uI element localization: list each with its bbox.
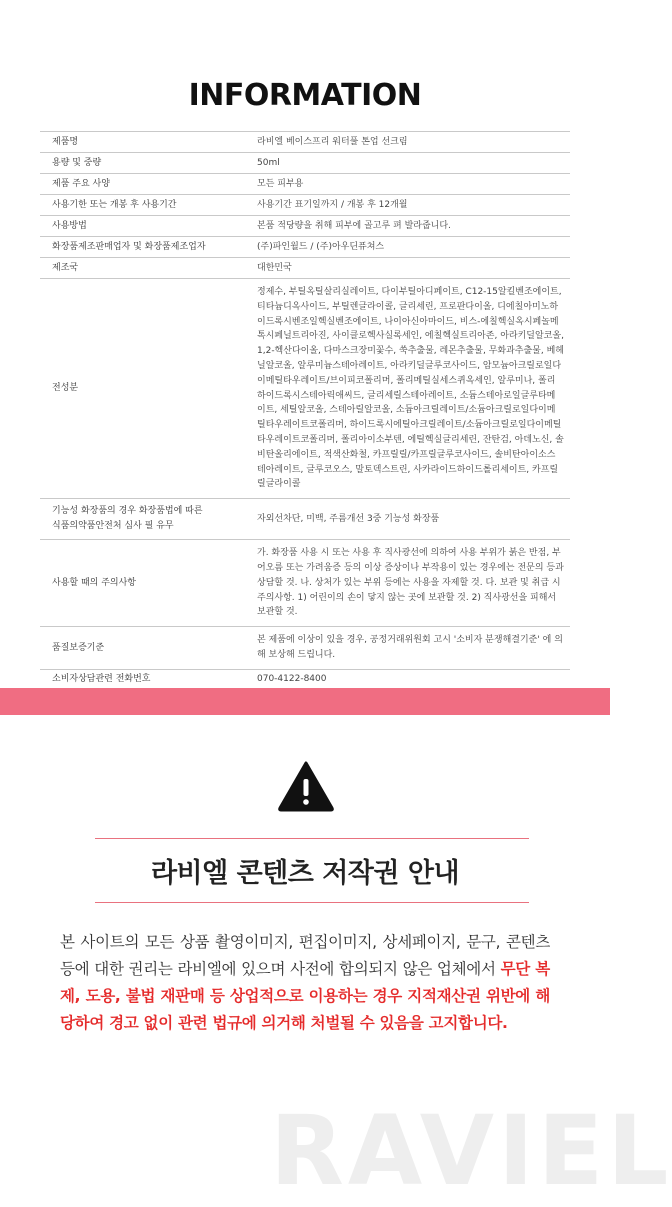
row-label-phone: 소비자상담관련 전화번호 — [40, 669, 243, 690]
table-row — [40, 153, 570, 174]
table-row — [40, 237, 570, 258]
row-label-spec: 제품 주요 사양 — [40, 174, 243, 195]
row-value-phone: 070-4122-8400 — [243, 669, 570, 690]
information-title: INFORMATION — [188, 78, 422, 113]
row-value-functional: 자외선차단, 미백, 주름개선 3중 기능성 화장품 — [243, 499, 570, 540]
row-label-manufacturer: 화장품제조판매업자 및 화장품제조업자 — [40, 237, 243, 258]
table-row — [40, 627, 570, 670]
row-value-volume: 50ml — [243, 153, 570, 174]
notice-title: 라비엘 콘텐츠 저작권 안내 — [150, 858, 460, 889]
table-row — [40, 499, 570, 540]
row-label-volume: 용량 및 중량 — [40, 153, 243, 174]
table-row — [40, 216, 570, 237]
row-value-expiry: 사용기간 표기일까지 / 개봉 후 12개월 — [243, 195, 570, 216]
row-value-spec: 모든 피부용 — [243, 174, 570, 195]
row-label-expiry: 사용기한 또는 개봉 후 사용기간 — [40, 195, 243, 216]
row-value-caution: 가. 화장품 사용 시 또는 사용 후 직사광선에 의하여 사용 부위가 붉은 반점, 부어오름 또는 가려움증 등의 이상 증상이나 부작용이 있는 경우에는 전문의 등과 상담할 것. 나. 상처가 있는 부위 등에는 사용을 자제할 것. 다. 보관 및 취급 시 주의사항. 1) 어린이의 손이 닿지 않는 곳에 보관할 것. 2) 직사광선을 피해서 보관할 것. — [243, 540, 570, 627]
row-value-usage: 본품 적당량을 취해 피부에 골고루 펴 발라줍니다. — [243, 216, 570, 237]
row-label-quality: 품질보증기준 — [40, 627, 243, 670]
brand-watermark — [0, 1095, 672, 1207]
table-row — [40, 132, 570, 153]
table-row — [40, 195, 570, 216]
row-label-product-name: 제품명 — [40, 132, 243, 153]
notice-body — [60, 929, 550, 1037]
pink-divider-band — [0, 688, 610, 715]
row-value-quality: 본 제품에 이상이 있을 경우, 공정거래위원회 고시 '소비자 분쟁해결기준' 에 의해 보상해 드립니다. — [243, 627, 570, 670]
table-row — [40, 174, 570, 195]
row-label-usage: 사용방법 — [40, 216, 243, 237]
row-label-ingredients: 전성분 — [40, 279, 243, 499]
warning-triangle-icon — [277, 760, 335, 812]
table-row — [40, 258, 570, 279]
notice-warning-text: 무단 복제, 도용, 불법 재판매 등 상업적으로 이용하는 경우 지적재산권 위반에 해당하여 경고 없이 관련 법규에 의거해 처벌될 수 있음을 고지합니다. — [60, 960, 550, 1032]
notice-bottom-rule — [95, 902, 529, 903]
row-label-caution: 사용할 때의 주의사항 — [40, 540, 243, 627]
notice-top-rule — [95, 838, 529, 839]
row-value-country: 대한민국 — [243, 258, 570, 279]
row-value-product-name: 라비엘 베이스프리 워터풀 톤업 선크림 — [243, 132, 570, 153]
notice-body-text: 본 사이트의 모든 상품 촬영이미지, 편집이미지, 상세페이지, 문구, 콘텐츠 등에 대한 권리는 라비엘에 있으며 사전에 합의되지 않은 업체에서 — [60, 933, 550, 978]
row-value-ingredients: 정제수, 부틸옥틸살리실레이트, 다이부틸아디페이트, C12-15알킬벤조에이트, 티타늄디옥사이드, 부틸렌글라이콜, 글리세린, 프로판다이올, 디에칠아미노하이드록시벤조일헥실벤조에이트, 나이아신아마이드, 비스-에칠헥실옥시페놀메톡시페닐트리아진, 사이클로헥사실록세인, 에칠헥실트리아존, 아라키딜알코올, 1,2-헥산다이올, 다마스크장미꽃수, 쑥추출물, 레몬추출물, 무화과추출물, 베헤닐알코올, 알루미늄스테아레이트, 아라키딜글루코사이드, 암모늄아크릴로일다이메틸타우레이트/브이피코폴리머, 폴리메틸실세스퀴옥세인, 알루미나, 폴리하이드록시스테아릭애씨드, 글리세릴스테아레이트, 소듐스테아로일글루타메이트, 세틸알코올, 스테아릴알코올, 소듐아크릴레이트/소듐아크릴로일다이메틸타우레이트코폴리머, 하이드록시에틸아크릴레이트/소듐아크릴로일다이메틸타우레이트코폴리머, 폴리아이소부텐, 에틸헥실글리세린, 잔탄검, 아데노신, 솔비탄올리에이트, 적색산화철, 카프릴릴/카프릴글루코사이드, 솔비탄아이소스테아레이트, 글루코오스, 말토덱스트린, 사카라이드하이드롤리세이트, 카프릴릴글라이콜 — [243, 279, 570, 499]
row-label-functional: 기능성 화장품의 경우 화장품법에 따른 식품의약품안전처 심사 필 유무 — [40, 499, 243, 540]
row-value-manufacturer: (주)파인월드 / (주)아우딘퓨쳐스 — [243, 237, 570, 258]
row-label-country: 제조국 — [40, 258, 243, 279]
product-information-table — [40, 131, 570, 691]
table-row — [40, 540, 570, 627]
table-row — [40, 279, 570, 499]
watermark-text: RAVIEL — [270, 1095, 672, 1207]
